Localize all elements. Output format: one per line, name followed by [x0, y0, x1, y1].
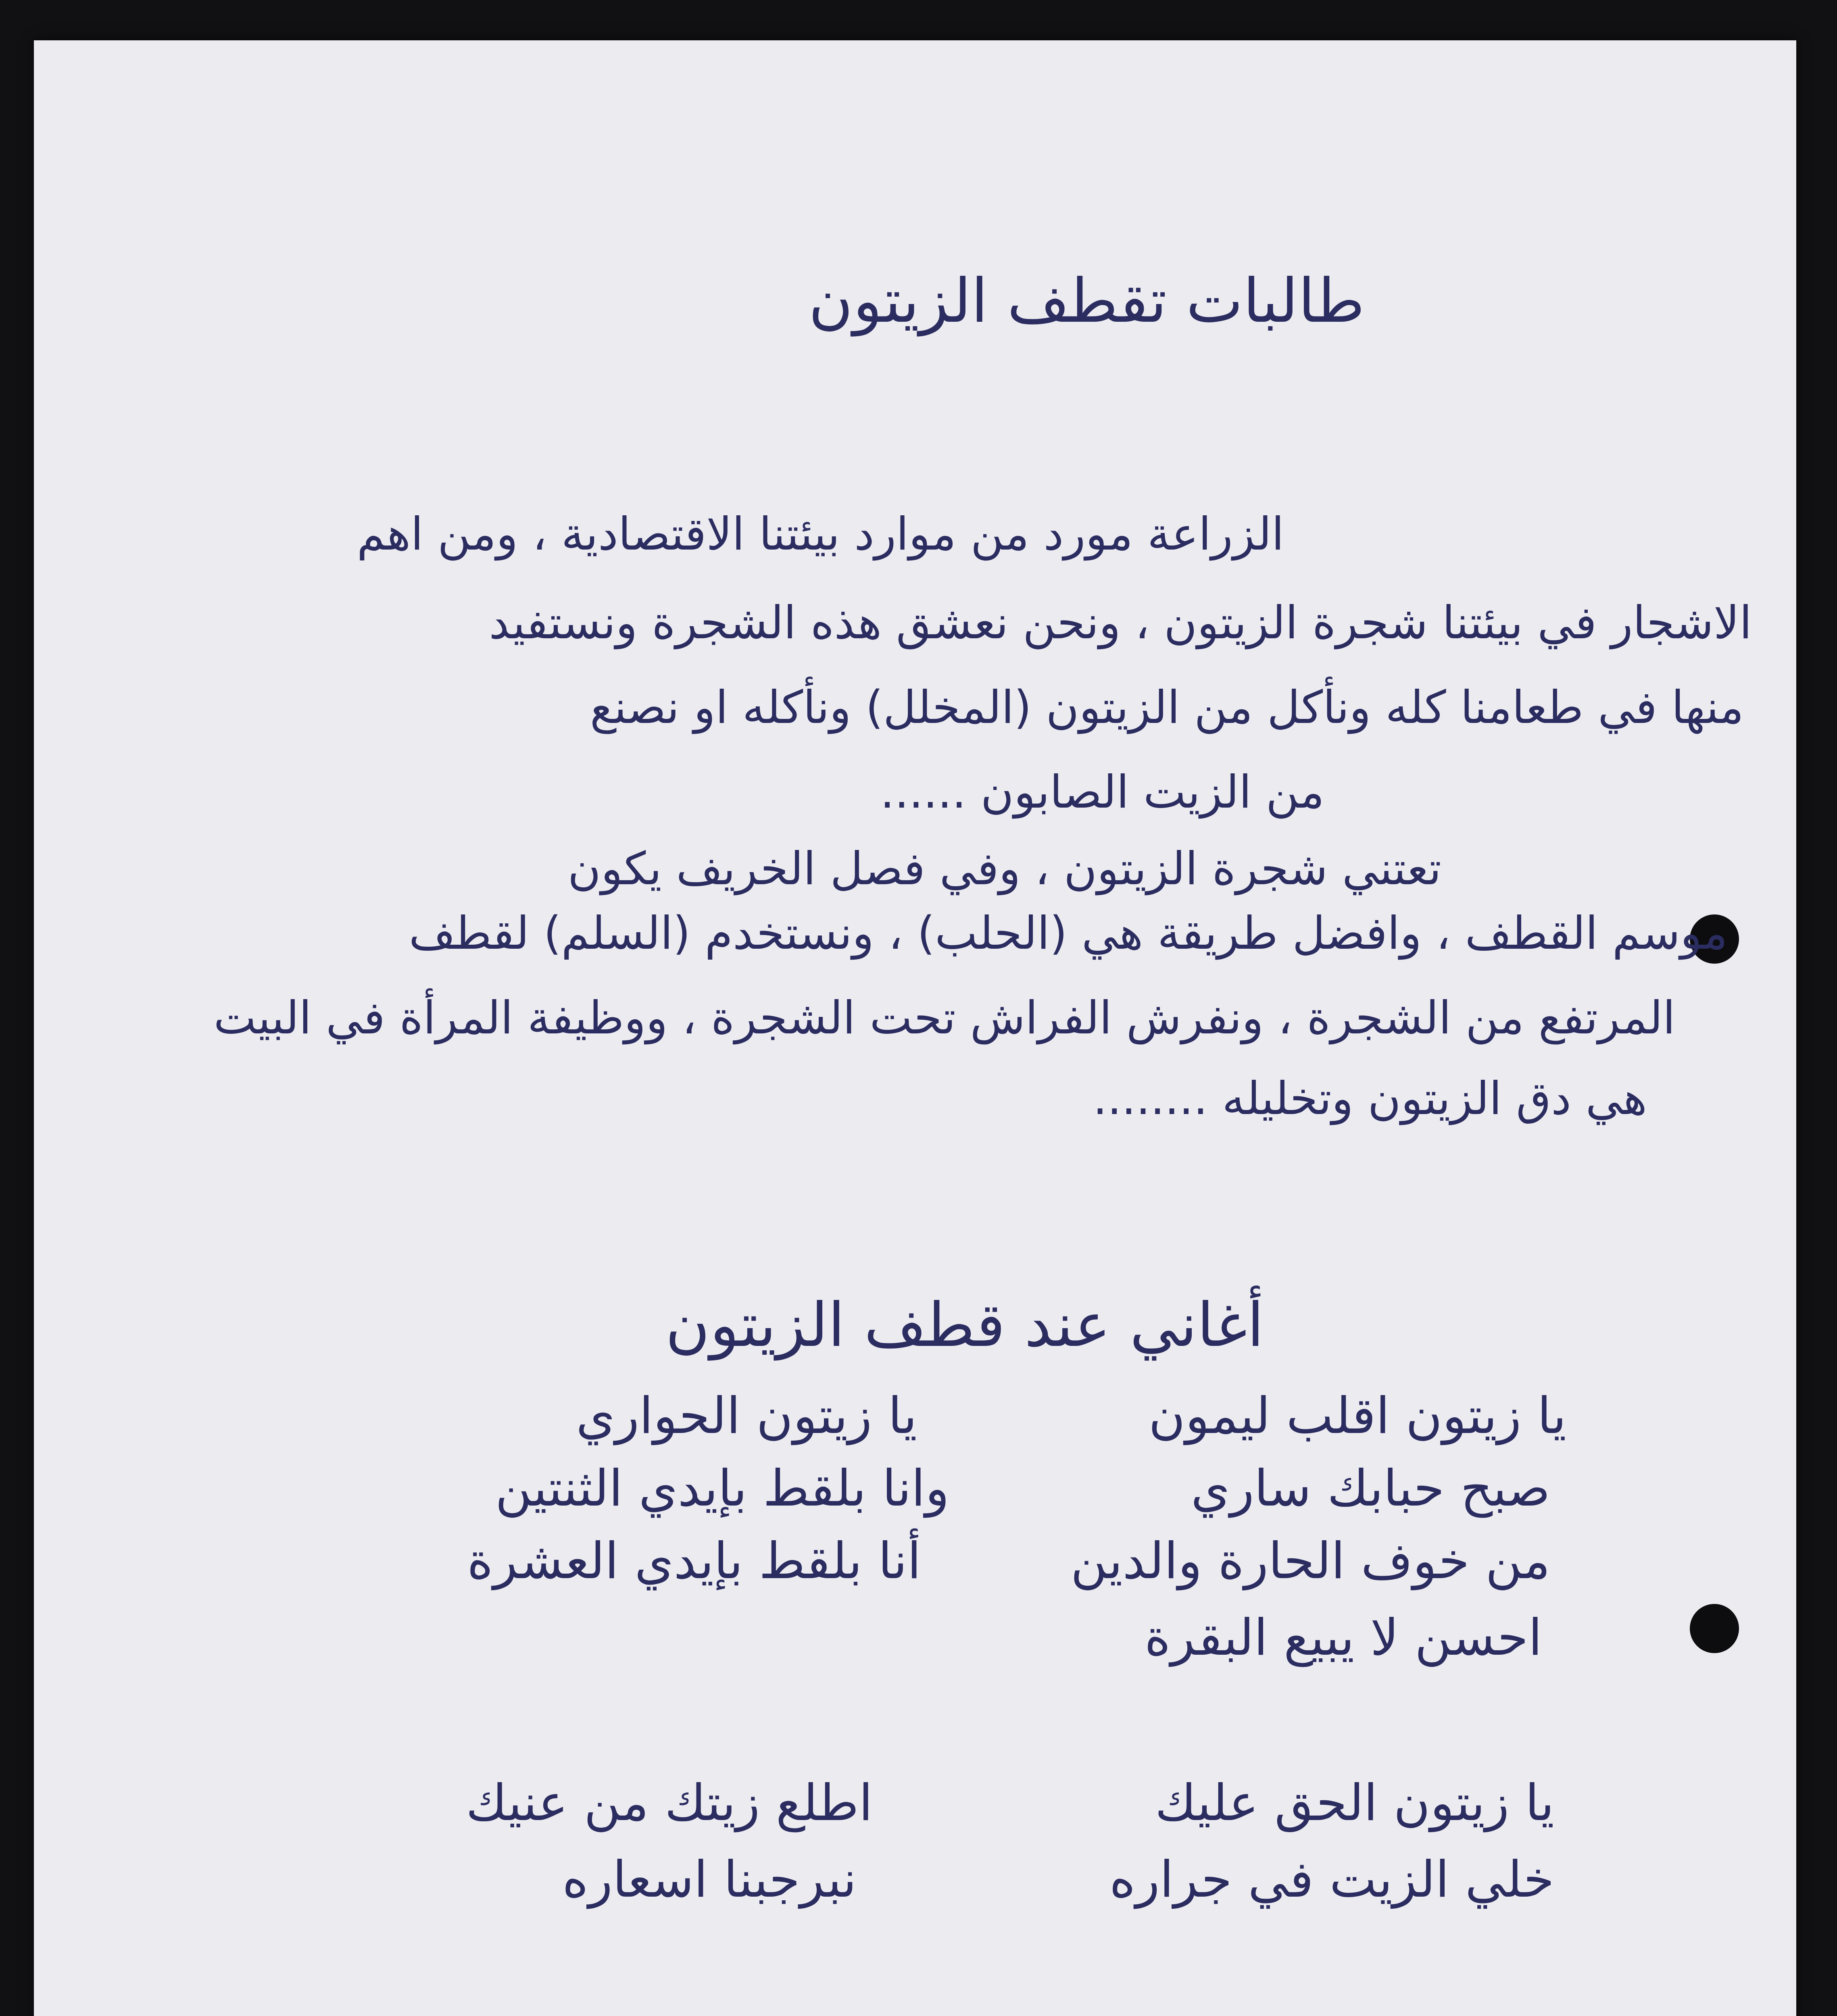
paper-sheet [34, 40, 1796, 2016]
song-verse2-left-line2: نبرجبنا اسعاره [562, 1851, 857, 1909]
song-right-line4: احسن لا يبيع البقرة [1144, 1609, 1542, 1667]
song-right-line1: يا زيتون اقلب ليمون [1148, 1387, 1566, 1445]
paragraph1-line3: منها في طعامنا كله ونأكل من الزيتون (المخلل) ونأكله او نصنع [590, 681, 1744, 734]
paragraph2-line4: هي دق الزيتون وتخليله ........ [1093, 1073, 1647, 1125]
paragraph2-line1: تعتني شجرة الزيتون ، وفي فصل الخريف يكون [567, 843, 1441, 895]
songs-title: أغاني عند قطف الزيتون [665, 1290, 1264, 1360]
document-title: طالبات تقطف الزيتون [808, 266, 1365, 336]
song-left-line1: يا زيتون الحواري [576, 1387, 917, 1445]
song-right-line3: من خوف الحارة والدين [1070, 1532, 1550, 1590]
paragraph1-line1: الزراعة مورد من موارد بيئتنا الاقتصادية ، ومن اهم [357, 508, 1284, 560]
paragraph1-line4: من الزيت الصابون ...... [880, 766, 1324, 818]
paragraph1-line2: الاشجار في بيئتنا شجرة الزيتون ، ونحن نعشق هذه الشجرة ونستفيد [489, 597, 1752, 649]
paragraph2-line3: المرتفع من الشجرة ، ونفرش الفراش تحت الشجرة ، ووظيفة المرأة في البيت [213, 992, 1675, 1044]
song-right-line2: صبح حبابك ساري [1191, 1460, 1550, 1518]
song-verse2-left-line1: اطلع زيتك من عنيك [466, 1774, 873, 1832]
song-left-line3: أنا بلقط بإيدي العشرة [467, 1532, 921, 1590]
song-verse2-right-line2: خلي الزيت في جراره [1109, 1851, 1554, 1909]
punch-hole-lower [1690, 1604, 1739, 1653]
song-verse2-right-line1: يا زيتون الحق عليك [1155, 1774, 1554, 1832]
paragraph2-line2: موسم القطف ، وافضل طريقة هي (الحلب) ، ونستخدم (السلم) لقطف [409, 907, 1728, 960]
song-left-line2: وانا بلقط بإيدي الثنتين [495, 1460, 949, 1518]
